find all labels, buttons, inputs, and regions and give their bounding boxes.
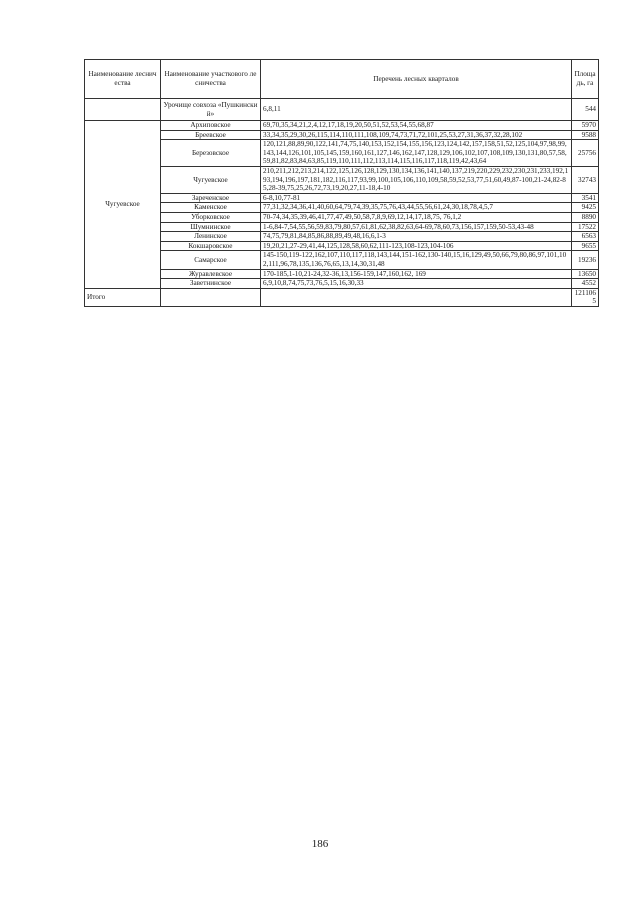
quarters-cell: 120,121,88,89,90,122,141,74,75,140,153,152,154,155,156,123,124,142,157,158,51,52,125,104,97,98,99,143,144,126,101,105,145,159,160,161,127,146,162,147,128,129,106,102,107,108,109,130,131,80,57,58,59,81,82,83,84,63,85,119,110,111,112,113,114,115,116,117,118,119,42,43,64 [261,140,572,167]
page-number: 186 [311,838,329,850]
quarters-cell: 6,8,11 [261,99,572,121]
header-department: Наименование участкового лесничества [161,60,261,99]
header-quarters: Перечень лесных кварталов [261,60,572,99]
quarters-cell: 74,75,79,81,84,85,86,88,89,49,48,16,6,1-3 [261,232,572,242]
department-cell: Каменское [161,203,261,213]
department-cell: Зареченское [161,193,261,203]
table-row [85,140,599,167]
table-row [85,269,599,279]
quarters-cell: 210,211,212,213,214,122,125,126,128,129,130,134,136,141,140,137,219,220,229,232,230,231,233,192,193,194,196,197,181,182,116,117,93,99,100,105,106,110,109,58,59,52,53,77,51,60,49,87-100,21-24,82-85,28-39,75,25,26,72,73,19,20,27,11-18,4-10 [261,166,572,193]
area-cell: 5970 [572,121,599,131]
table-header-row [85,60,599,99]
table-body [85,99,599,307]
department-cell: Уборковское [161,212,261,222]
area-cell: 3541 [572,193,599,203]
table-row [85,232,599,242]
department-cell: Бреевское [161,130,261,140]
area-cell: 25756 [572,140,599,167]
area-cell: 8890 [572,212,599,222]
area-cell: 9425 [572,203,599,213]
total-area: 1211065 [572,288,599,306]
total-empty-cell [161,288,261,306]
department-cell: Архиповское [161,121,261,131]
total-row [85,288,599,306]
department-cell: Урочище совхоза «Пушкинский» [161,99,261,121]
header-area: Площадь, га [572,60,599,99]
department-cell: Кокшаровское [161,241,261,251]
quarters-cell: 6-8,10,77-81 [261,193,572,203]
total-label: Итого [85,288,161,306]
table-row [85,212,599,222]
quarters-cell: 170-185,1-10,21-24,32-36,13,156-159,147,160,162, 169 [261,269,572,279]
table-row [85,193,599,203]
table-row [85,166,599,193]
table-row [85,279,599,289]
forestry-cell-empty [85,99,161,121]
table-row [85,121,599,131]
header-forestry: Наименование лесничества [85,60,161,99]
quarters-cell: 77,31,32,34,36,41,40,60,64,79,74,39,35,75,76,43,44,55,56,61,24,30,18,78,4,5,7 [261,203,572,213]
table-row [85,241,599,251]
area-cell: 32743 [572,166,599,193]
table-row [85,130,599,140]
area-cell: 6563 [572,232,599,242]
department-cell: Заветнинское [161,279,261,289]
total-empty-cell [261,288,572,306]
quarters-cell: 1-6,84-7,54,55,56,59,83,79,80,57,61,81,62,38,82,63,64-69,78,60,73,156,157,159,50-53,43-48 [261,222,572,232]
forest-quarters-table [84,59,599,307]
area-cell: 9588 [572,130,599,140]
forestry-cell: Чугуевское [85,121,161,289]
department-cell: Березовское [161,140,261,167]
table-row [85,99,599,121]
department-cell: Ленинское [161,232,261,242]
quarters-cell: 70-74,34,35,39,46,41,77,47,49,50,58,7,8,9,69,12,14,17,18,75, 76,1,2 [261,212,572,222]
department-cell: Самарское [161,251,261,269]
area-cell: 9655 [572,241,599,251]
table-row [85,222,599,232]
quarters-cell: 33,34,35,29,30,26,115,114,110,111,108,109,74,73,71,72,101,25,53,27,31,36,37,32,28,102 [261,130,572,140]
area-cell: 17522 [572,222,599,232]
quarters-cell: 145-150,119-122,162,107,110,117,118,143,144,151-162,130-140,15,16,129,49,50,66,79,80,86,97,101,102,111,96,78,135,136,76,65,13,14,30,31,48 [261,251,572,269]
table-row [85,203,599,213]
area-cell: 19236 [572,251,599,269]
department-cell: Шумнинское [161,222,261,232]
quarters-cell: 19,20,21,27-29,41,44,125,128,58,60,62,111-123,108-123,104-106 [261,241,572,251]
department-cell: Чугуевское [161,166,261,193]
quarters-cell: 69,70,35,34,21,2,4,12,17,18,19,20,50,51,52,53,54,55,68,87 [261,121,572,131]
area-cell: 13650 [572,269,599,279]
quarters-cell: 6,9,10,8,74,75,73,76,5,15,16,30,33 [261,279,572,289]
table-row [85,251,599,269]
area-cell: 4552 [572,279,599,289]
department-cell: Журавлевское [161,269,261,279]
area-cell: 544 [572,99,599,121]
